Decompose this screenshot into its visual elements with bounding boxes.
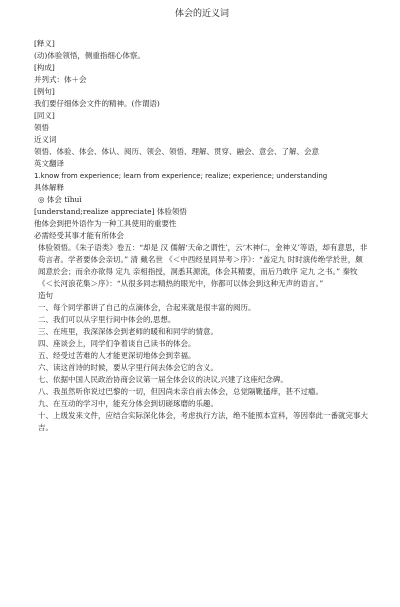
- sentence-example: 七、依据中国人民政治协商会议第一届全体会议的决议,兴建了这座纪念碑。: [38, 375, 288, 384]
- sentence-example: 五、经受过苦难的人才能更深切地体会到幸福。: [38, 351, 196, 360]
- english-translation-text: 1.know from experience; learn from experience; realize; experience; understanding: [34, 172, 328, 180]
- english-gloss: [understand;realize appreciate] 体验领悟: [34, 207, 187, 216]
- sentence-example: 三、在班里，我深深体会到老师的暖和和同学的情意。: [38, 327, 218, 336]
- synonym-text: 领悟: [34, 123, 49, 132]
- sentence-example: 四、座谈会上，同学们争着谈自己读书的体会。: [38, 339, 196, 348]
- usage-example-1: 他体会到把外语作为一种工具使用的重要性: [34, 219, 177, 228]
- near-synonyms-list: 领悟、体验、体会、体认、阅历、领会、领悟、理解、贯穿、融会、意会、了解、会意: [34, 147, 319, 156]
- sentence-example: 一、每个同学都讲了自己的点滴体会，合起来就是很丰富的阅历。: [38, 303, 256, 312]
- usage-example-2: 必需经受其事才能有所体会: [34, 231, 124, 240]
- sentence-example: 九、在互动的学习中，能充分体会到切磋琢磨的乐趣。: [38, 399, 218, 408]
- sentence-example: 八、我虽然听你说过巴黎的一切，但因尚未亲自前去体会，总觉隔靴搔痒，甚不过瘾。: [38, 387, 323, 396]
- detailed-explanation-heading: 具体解释: [34, 183, 64, 192]
- structure-text: 并列式：体＋会: [34, 75, 87, 84]
- section-header-example: [例句]: [34, 87, 55, 96]
- sentence-example: 十、上级发来文件，应结合实际深化体会，考虑执行方法，绝不能照本宣科，等因奉此一番就完事大吉。: [38, 411, 368, 432]
- pinyin-entry: ◎ 体会 tǐhuì: [38, 195, 82, 204]
- section-header-structure: [构成]: [34, 63, 55, 72]
- example-text: 我们要仔细体会文件的精神。(作谓语): [34, 99, 160, 108]
- sentence-example: 六、读这首诗的时候，要从字里行间去体会它的含义。: [38, 363, 218, 372]
- classical-citation-paragraph: 体验领悟。《朱子语类》卷五：“却是 汉 儒解‘天命之谓性’，云‘木神仁，金神义’等语，却有意思，非苟言者。学者要体会亲切。” 清 戴名世 《＜中西经星同异考＞序》：“盖定九 时时演传绝学於世，颇闻意於会；而余亦欲得 定九 亲相指授，洞悉其源流，体会其精要，而后乃敢序 定九 之书。” 秦牧 《＜长河浪花集＞序》：“从很多同志精热的眼光中，你都可以体会到这种无声的语言。”: [38, 243, 368, 288]
- sentence-making-heading: 造句: [38, 291, 53, 300]
- sentence-example: 二、我们可以从字里行间中体会的,思想。: [38, 315, 176, 324]
- section-header-definition: [释义]: [34, 39, 55, 48]
- definition-text: (动)体验领悟，侧重指细心体察。: [34, 51, 145, 60]
- section-header-synonym: [同义]: [34, 111, 55, 120]
- english-translation-heading: 英文翻译: [34, 159, 64, 168]
- near-synonyms-heading: 近义词: [34, 135, 57, 144]
- page-title: 体会的近义词: [174, 9, 229, 19]
